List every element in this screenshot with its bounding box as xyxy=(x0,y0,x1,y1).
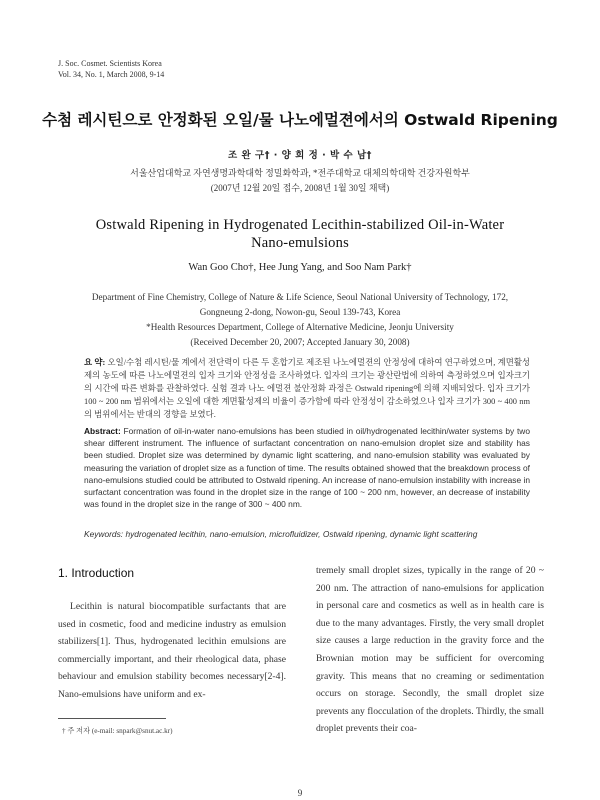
journal-volume: Vol. 34, No. 1, March 2008, 9-14 xyxy=(58,70,165,79)
english-dates: (Received December 20, 2007; Accepted January 30, 2008) xyxy=(190,337,410,347)
journal-header xyxy=(58,58,164,80)
english-authors: Wan Goo Cho†, Hee Jung Yang, and Soo Nam Park† xyxy=(188,262,412,273)
right-column-paragraph: tremely small droplet sizes, typically in the range of 20 ~ 200 nm. The attraction of nano-emulsions for application in personal care and cosmetics as well as in health care is due to the many advantages. Firstly, the very small droplet size causes a large reduction in the gravity force and the Brownian motion may be sufficient for overcoming gravity. This means that no creaming or sedimentation occurs on storage. Secondly, the small droplet size prevents any flocculation of the droplets. Thirdly, the small droplet prevents their coa- xyxy=(316,565,544,735)
section-heading: 1. Introduction xyxy=(58,566,135,580)
left-column-paragraph: Lecithin is natural biocompatible surfactants that are used in cosmetic, food and medicine industry as emulsion stabilizers[1]. Thus, hydrogenated lecithin emulsions are commercially important, and their rheological data, phase behaviour and emulsion stability becomes necessary[2-4]. Nano-emulsions have uniform and ex- xyxy=(58,601,286,700)
journal-name: J. Soc. Cosmet. Scientists Korea xyxy=(58,59,162,68)
korean-authors: 조 완 구† · 양 희 정 · 박 수 남† xyxy=(228,150,372,161)
footnote-rule xyxy=(58,718,166,719)
english-title-line1: Ostwald Ripening in Hydrogenated Lecithin-stabilized Oil-in-Water xyxy=(95,217,505,233)
english-affiliation-line3: *Health Resources Department, College of Alternative Medicine, Jeonju University xyxy=(146,322,454,332)
footnote: † 주 저자 (e-mail: snpark@snut.ac.kr) xyxy=(62,727,173,735)
korean-affiliation-line: 서울산업대학교 자연생명과학대학 정밀화학과, *전주대학교 대체의학대학 건강자원학부 xyxy=(130,168,470,178)
korean-affiliation xyxy=(0,166,600,196)
english-abstract-label: Abstract: xyxy=(84,426,121,436)
korean-abstract-label: 요 약: xyxy=(84,358,106,367)
english-abstract xyxy=(84,425,530,510)
korean-title: 수첨 레시틴으로 안정화된 오일/물 나노에멀젼에서의 Ostwald Ripening xyxy=(42,111,558,129)
english-abstract-text: Formation of oil-in-water nano-emulsions has been studied in oil/hydrogenated lecithin/water systems by two shear different instrument. The influence of surfactant concentration on nano-emulsion droplet size and stability has been studied. Droplet size was determined by dynamic light scattering, and nano-emulsion stability was evaluated by measuring the variation of droplet size as a function of time. The results obtained showed that the breakdown process of nano-emulsions studied could be attributed to Ostwald ripening. An increase of nano-emulsion instability with increase in surfactant concentration was found in the droplet size in the range of 100 ~ 200 nm, however, an decrease of instability was found in the droplet size in the range of 300 ~ 400 nm. xyxy=(84,426,530,510)
korean-abstract-text: 오일/수첨 레시틴/물 계에서 전단력이 다른 두 혼합기로 제조된 나노에멀젼의 안정성에 대하여 연구하였으며, 계면활성제의 농도에 따른 나노에멀젼의 입자 크기와 안정성을 조사하였다. 입자의 크기는 광산란법에 의하여 측정하였으며 입자크기의 시간에 따른 변화를 관찰하였다. 실험 결과 나노 에멀젼 불안정화 과정은 Ostwald ripening에 의해 지배되었다. 입자 크기가 100 ~ 200 nm 범위에서는 오일에 대한 계면활성제의 비율이 증가함에 따라 안정성이 감소하였으나 입자 크기가 300 ~ 400 nm의 범위에서는 반대의 경향을 보였다. xyxy=(84,358,530,419)
korean-abstract xyxy=(84,356,530,421)
page-number: 9 xyxy=(297,788,303,798)
keywords-text: hydrogenated lecithin, nano-emulsion, microfluidizer, Ostwald ripening, dynamic light scattering xyxy=(125,529,478,539)
english-title-line2: Nano-emulsions xyxy=(251,235,349,251)
english-affiliation-line1: Department of Fine Chemistry, College of Nature & Life Science, Seoul National University of Technology, 172, xyxy=(91,292,509,302)
korean-dates: (2007년 12월 20일 접수, 2008년 1월 30일 채택) xyxy=(210,183,390,193)
keywords xyxy=(84,529,554,539)
keywords-label: Keywords: xyxy=(84,529,124,539)
english-affiliation xyxy=(0,290,600,350)
english-title xyxy=(0,216,600,252)
english-affiliation-line2: Gongneung 2-dong, Nowon-gu, Seoul 139-743, Korea xyxy=(199,307,401,317)
